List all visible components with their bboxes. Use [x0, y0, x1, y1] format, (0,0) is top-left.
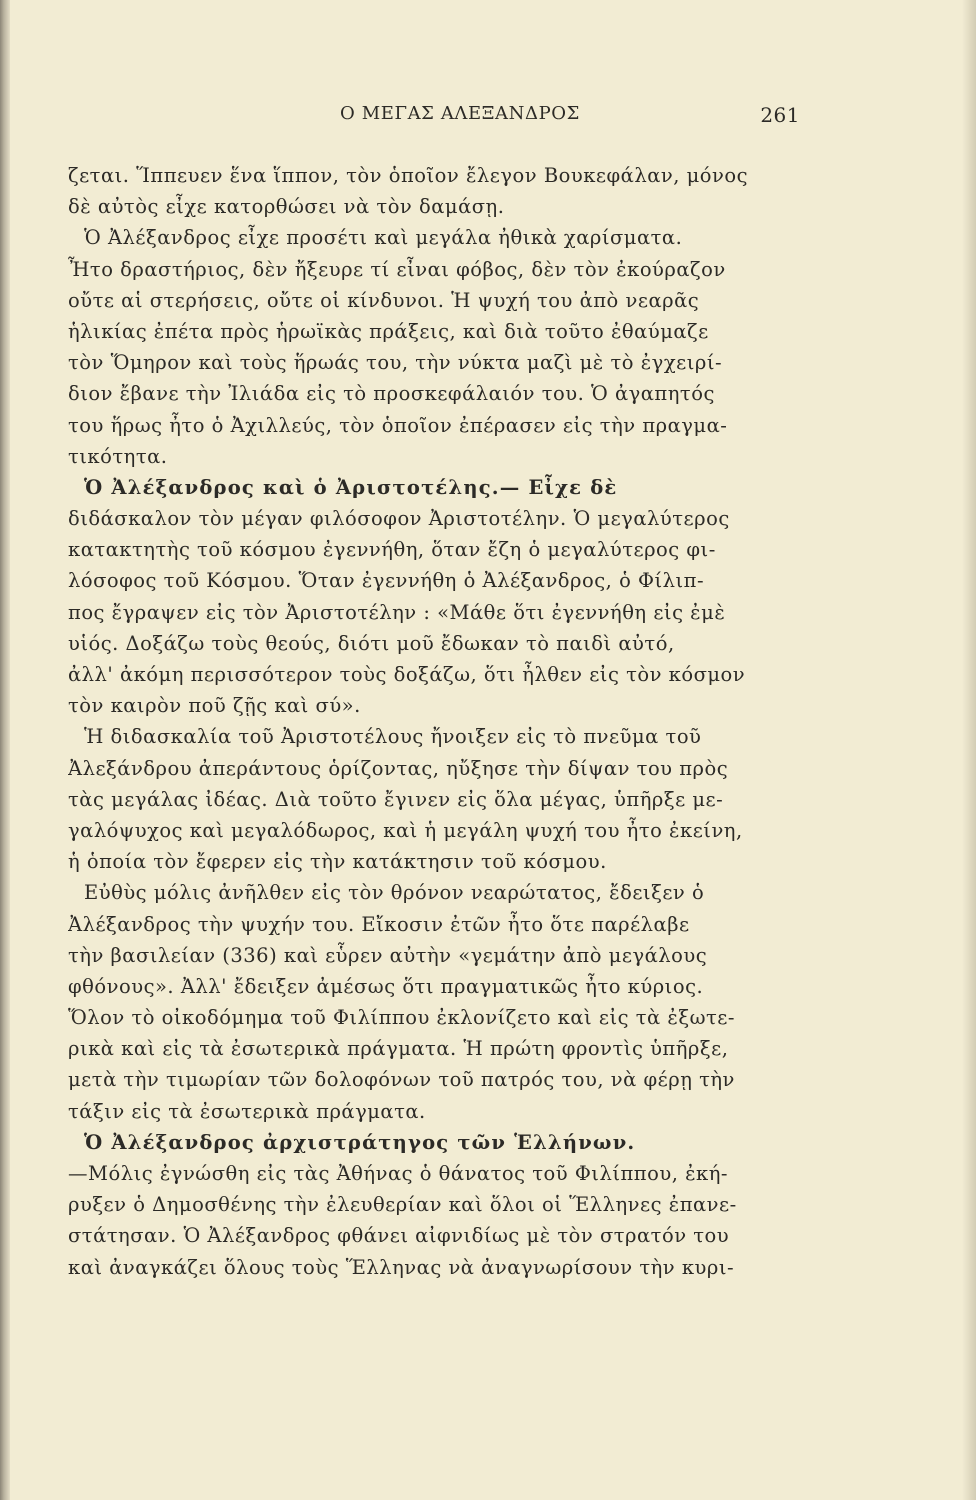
text-line: Ἀλεξάνδρου ἀπεράντους ὁρίζοντας, ηὔξησε τὴν δίψαν του πρὸς	[68, 756, 729, 780]
text-line: Ἡ διδασκαλία τοῦ Ἀριστοτέλους ἤνοιξεν εἰς τὸ πνεῦμα τοῦ	[84, 725, 702, 749]
text-line: τὴν βασιλείαν (336) καὶ εὗρεν αὐτὴν «γεμάτην ἀπὸ μεγάλους	[68, 943, 708, 967]
page-header	[120, 103, 800, 129]
text-line: οὔτε αἱ στερήσεις, οὔτε οἱ κίνδυνοι. Ἡ ψυχή του ἀπὸ νεαρᾶς	[68, 288, 700, 312]
text-line: τικότητα.	[68, 444, 168, 468]
text-line: ρικὰ καὶ εἰς τὰ ἐσωτερικὰ πράγματα. Ἡ πρώτη φροντὶς ὑπῆρξε,	[68, 1037, 729, 1061]
page-number: 261	[760, 103, 800, 127]
text-line: Ὅλον τὸ οἰκοδόμημα τοῦ Φιλίππου ἐκλονίζετο καὶ εἰς τὰ ἐξωτε-	[68, 1006, 735, 1030]
text-line: στάτησαν. Ὁ Ἀλέξανδρος φθάνει αἰφνιδίως μὲ τὸν στρατόν του	[68, 1224, 730, 1248]
text-line: ἀλλ' ἀκόμη περισσότερον τοὺς δοξάζω, ὅτι ἦλθεν εἰς τὸν κόσμον	[68, 663, 746, 686]
text-line: καὶ ἀναγκάζει ὅλους τοὺς Ἕλληνας νὰ ἀναγνωρίσουν τὴν κυρι-	[68, 1255, 735, 1279]
text-line: δὲ αὐτὸς εἶχε κατορθώσει νὰ τὸν δαμάσῃ.	[68, 195, 505, 219]
text-line: πος ἔγραψεν εἰς τὸν Ἀριστοτέλην : «Μάθε ὅτι ἐγεννήθη εἰς ἐμὲ	[68, 600, 726, 624]
text-line: διδάσκαλον τὸν μέγαν φιλόσοφον Ἀριστοτέλην. Ὁ μεγαλύτερος	[68, 507, 730, 531]
text-line: γαλόψυχος καὶ μεγαλόδωρος, καὶ ἡ μεγάλη ψυχή του ἦτο ἐκείνη,	[68, 818, 743, 842]
page-edge-shadow	[962, 0, 976, 1500]
text-line: ἡ ὁποία τὸν ἔφερεν εἰς τὴν κατάκτησιν τοῦ κόσμου.	[68, 850, 607, 874]
text-line: κατακτητὴς τοῦ κόσμου ἐγεννήθη, ὅταν ἔζη ὁ μεγαλύτερος φι-	[68, 538, 716, 562]
text-line: ρυξεν ὁ Δημοσθένης τὴν ἐλευθερίαν καὶ ὅλοι οἱ Ἕλληνες ἐπανε-	[68, 1193, 737, 1217]
text-line: —Μόλις ἐγνώσθη εἰς τὰς Ἀθήνας ὁ θάνατος τοῦ Φιλίππου, ἐκή-	[68, 1162, 729, 1185]
text-line: ἡλικίας ἐπέτα πρὸς ἡρωϊκὰς πράξεις, καὶ διὰ τοῦτο ἐθαύμαζε	[68, 319, 709, 343]
text-line: υἱός. Δοξάζω τοὺς θεούς, διότι μοῦ ἔδωκαν τὸ παιδὶ αὐτό,	[68, 631, 675, 655]
section-heading: Ὁ Ἀλέξανδρος ἀρχιστράτηγος τῶν Ἑλλήνων.	[84, 1130, 636, 1154]
section-heading: Ὁ Ἀλέξανδρος καὶ ὁ Ἀριστοτέλης.— Εἶχε δὲ	[84, 475, 618, 499]
text-line: φθόνους». Ἀλλ' ἔδειξεν ἀμέσως ὅτι πραγματικῶς ἦτο κύριος.	[68, 974, 704, 998]
text-line: του ἥρως ἦτο ὁ Ἀχιλλεύς, τὸν ὁποῖον ἐπέρασεν εἰς τὴν πραγμα-	[68, 413, 728, 437]
text-line: τὸν καιρὸν ποῦ ζῇς καὶ σύ».	[68, 694, 361, 718]
running-title: Ο ΜΕΓΑΣ ΑΛΕΞΑΝΔΡΟΣ	[340, 103, 580, 124]
text-line: Ἦτο δραστήριος, δὲν ἤξευρε τί εἶναι φόβος, δὲν τὸν ἐκούραζον	[68, 257, 726, 281]
text-line: Ὁ Ἀλέξανδρος εἶχε προσέτι καὶ μεγάλα ἠθικὰ χαρίσματα.	[84, 226, 683, 250]
text-line: τὸν Ὅμηρον καὶ τοὺς ἥρωάς του, τὴν νύκτα μαζὶ μὲ τὸ ἐγχειρί-	[68, 351, 723, 375]
text-line: Εὐθὺς μόλις ἀνῆλθεν εἰς τὸν θρόνον νεαρώτατος, ἔδειξεν ὁ	[84, 881, 705, 905]
page-spine-shadow	[0, 0, 10, 1500]
text-line: μετὰ τὴν τιμωρίαν τῶν δολοφόνων τοῦ πατρός του, νὰ φέρῃ τὴν	[68, 1068, 735, 1092]
text-line: Ἀλέξανδρος τὴν ψυχήν του. Εἴκοσιν ἐτῶν ἦτο ὅτε παρέλαβε	[68, 912, 690, 936]
text-line: τὰς μεγάλας ἰδέας. Διὰ τοῦτο ἔγινεν εἰς ὅλα μέγας, ὑπῆρξε με-	[68, 787, 724, 811]
text-line: λόσοφος τοῦ Κόσμου. Ὅταν ἐγεννήθη ὁ Ἀλέξανδρος, ὁ Φίλιπ-	[68, 569, 705, 593]
text-line: ζεται. Ἵππευεν ἕνα ἵππον, τὸν ὁποῖον ἔλεγον Βουκεφάλαν, μόνος	[68, 164, 749, 187]
body-text	[68, 160, 800, 1283]
text-line: τάξιν εἰς τὰ ἐσωτερικὰ πράγματα.	[68, 1099, 426, 1123]
text-line: διον ἔβανε τὴν Ἰλιάδα εἰς τὸ προσκεφάλαιόν του. Ὁ ἀγαπητός	[68, 382, 715, 406]
